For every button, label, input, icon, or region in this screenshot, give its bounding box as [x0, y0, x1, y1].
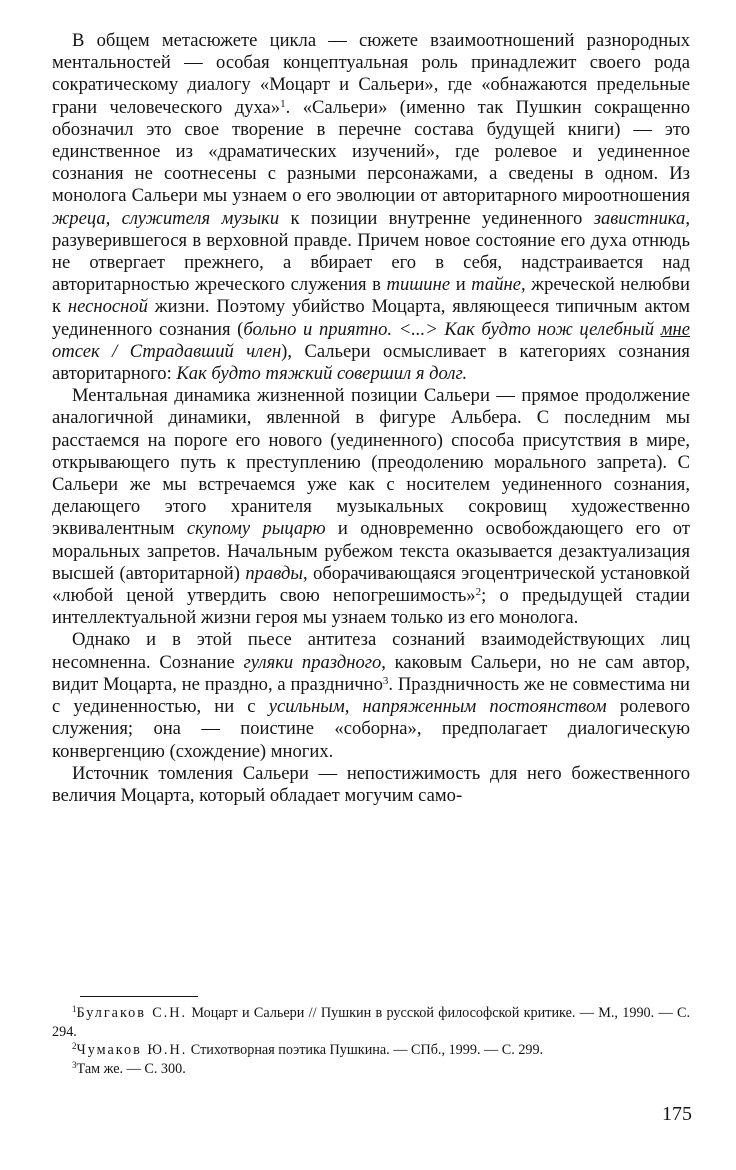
footnotes	[52, 1004, 690, 1078]
text-run: мне	[660, 318, 690, 340]
text-run: несносной	[67, 296, 148, 318]
text-run: , оборачивающаяся эгоцентрической установкой «любой ценой утвердить свою непогрешимость»	[52, 562, 690, 607]
footnote-divider	[80, 996, 198, 997]
text-run: , каковым Сальери, но не сам автор, видит Моцарта, не праздно, а празднично	[52, 651, 690, 695]
footnote-ref: 2	[475, 586, 482, 599]
text-run: Как будто тяжкий совершил я долг.	[176, 363, 468, 385]
text-run: Источник томления Сальери — непостижимость для него божественного величия Моцарта, который обладает могучим само-	[52, 762, 690, 806]
text-run: усильным, напряженным постоянством	[268, 696, 607, 718]
paragraph-3	[52, 629, 690, 762]
text-run: и одновременно освобождающего его от моральных запретов. Начальным рубежом текста оказывается дезактуализация высшей (авторитарной)	[52, 518, 690, 584]
text-run: , жреческой нелюбви к	[52, 274, 690, 318]
text-run: отсек / Страдавший член	[52, 340, 282, 362]
footnote-ref: 1	[280, 97, 286, 110]
footnote-1: $^1$Булгаков С.Н. Моцарт и Сальери // Пушкин в русской философской критике. — М., 1990. — С. 294.	[52, 1004, 690, 1040]
text-run: . Праздничность же не совместима ни с уединенностью, ни с	[52, 673, 690, 718]
text-run: жреца, служителя музыки	[52, 207, 280, 229]
text-run: ), Сальери осмысливает в категориях сознания авторитарного:	[52, 340, 690, 385]
text-run: правды	[245, 562, 303, 584]
text-run: тайне	[471, 274, 521, 296]
text-run: завистника	[593, 207, 686, 229]
text-run: ; о предыдущей стадии интеллектуальной жизни героя мы узнаем только из его монолога.	[52, 585, 690, 629]
text-run: Ментальная динамика жизненной позиции Сальери — прямое продолжение аналогичной динамики, явленной в фигуре Альбера. С последним мы расстаемся на пороге его нового (уединенного) способа присутствия в мире, открывающего путь к преступлению (преодолению морального запрета). С Сальери же мы встречаемся уже как с носителем уединенного сознания, делающего этого хранителя музыкальных сокровищ художественно эквивалентным	[52, 385, 690, 540]
text-run: , разуверившегося в верховной правде. Причем новое состояние его духа отнюдь не отвергает прежнего, а вбирает его в себя, надстраивается над авторитарностью жреческого служения в	[52, 207, 690, 296]
footnote-3: $^3$Там же. — С. 300.	[72, 1059, 186, 1077]
text-run: скупому рыцарю	[186, 518, 326, 540]
text-run: Однако и в этой пьесе антитеза сознаний взаимодействующих лиц несомненна. Сознание	[52, 629, 690, 673]
text-run: . «Сальери» (именно так Пушкин сокращенно обозначил это свое творение в перечне состава будущей книги) — это единственное из «драматических изучений», где ролевое и уединенное сознания не соотнесены с разными персонажами, а сведены в одном. Из монолога Сальери мы узнаем о его эволюции от авторитарного мироотношения	[52, 96, 690, 207]
text-run: больно и приятно. <...> Как будто нож целебный	[243, 318, 661, 340]
text-run: тишине	[386, 274, 451, 296]
text-run: ролевого служения; она — поистине «соборна», предполагает диалогическую конвергенцию (схождение) многих.	[52, 696, 690, 762]
text-run: жизни. Поэтому убийство Моцарта, являющееся типичным актом уединенного сознания (	[52, 296, 690, 340]
paragraph-2	[52, 385, 690, 629]
paragraph-1	[52, 30, 690, 385]
text-run: и	[450, 274, 472, 296]
main-text	[52, 30, 690, 807]
text-run: гуляки праздного	[243, 651, 382, 673]
footnote-ref: 3	[382, 674, 389, 687]
paragraph-4	[52, 763, 690, 807]
text-run: к позиции внутренне уединенного	[279, 207, 594, 229]
text-run: В общем метасюжете цикла — сюжете взаимоотношений разнородных ментальностей — особая концептуальная роль принадлежит своего рода сократическому диалогу «Моцарт и Сальери», где «обнажаются предельные грани человеческого духа»	[52, 30, 690, 118]
footnote-2: $^2$Чумаков Ю.Н. Стихотворная поэтика Пушкина. — СПб., 1999. — С. 299.	[72, 1041, 544, 1059]
page-number: 175	[662, 1103, 692, 1125]
